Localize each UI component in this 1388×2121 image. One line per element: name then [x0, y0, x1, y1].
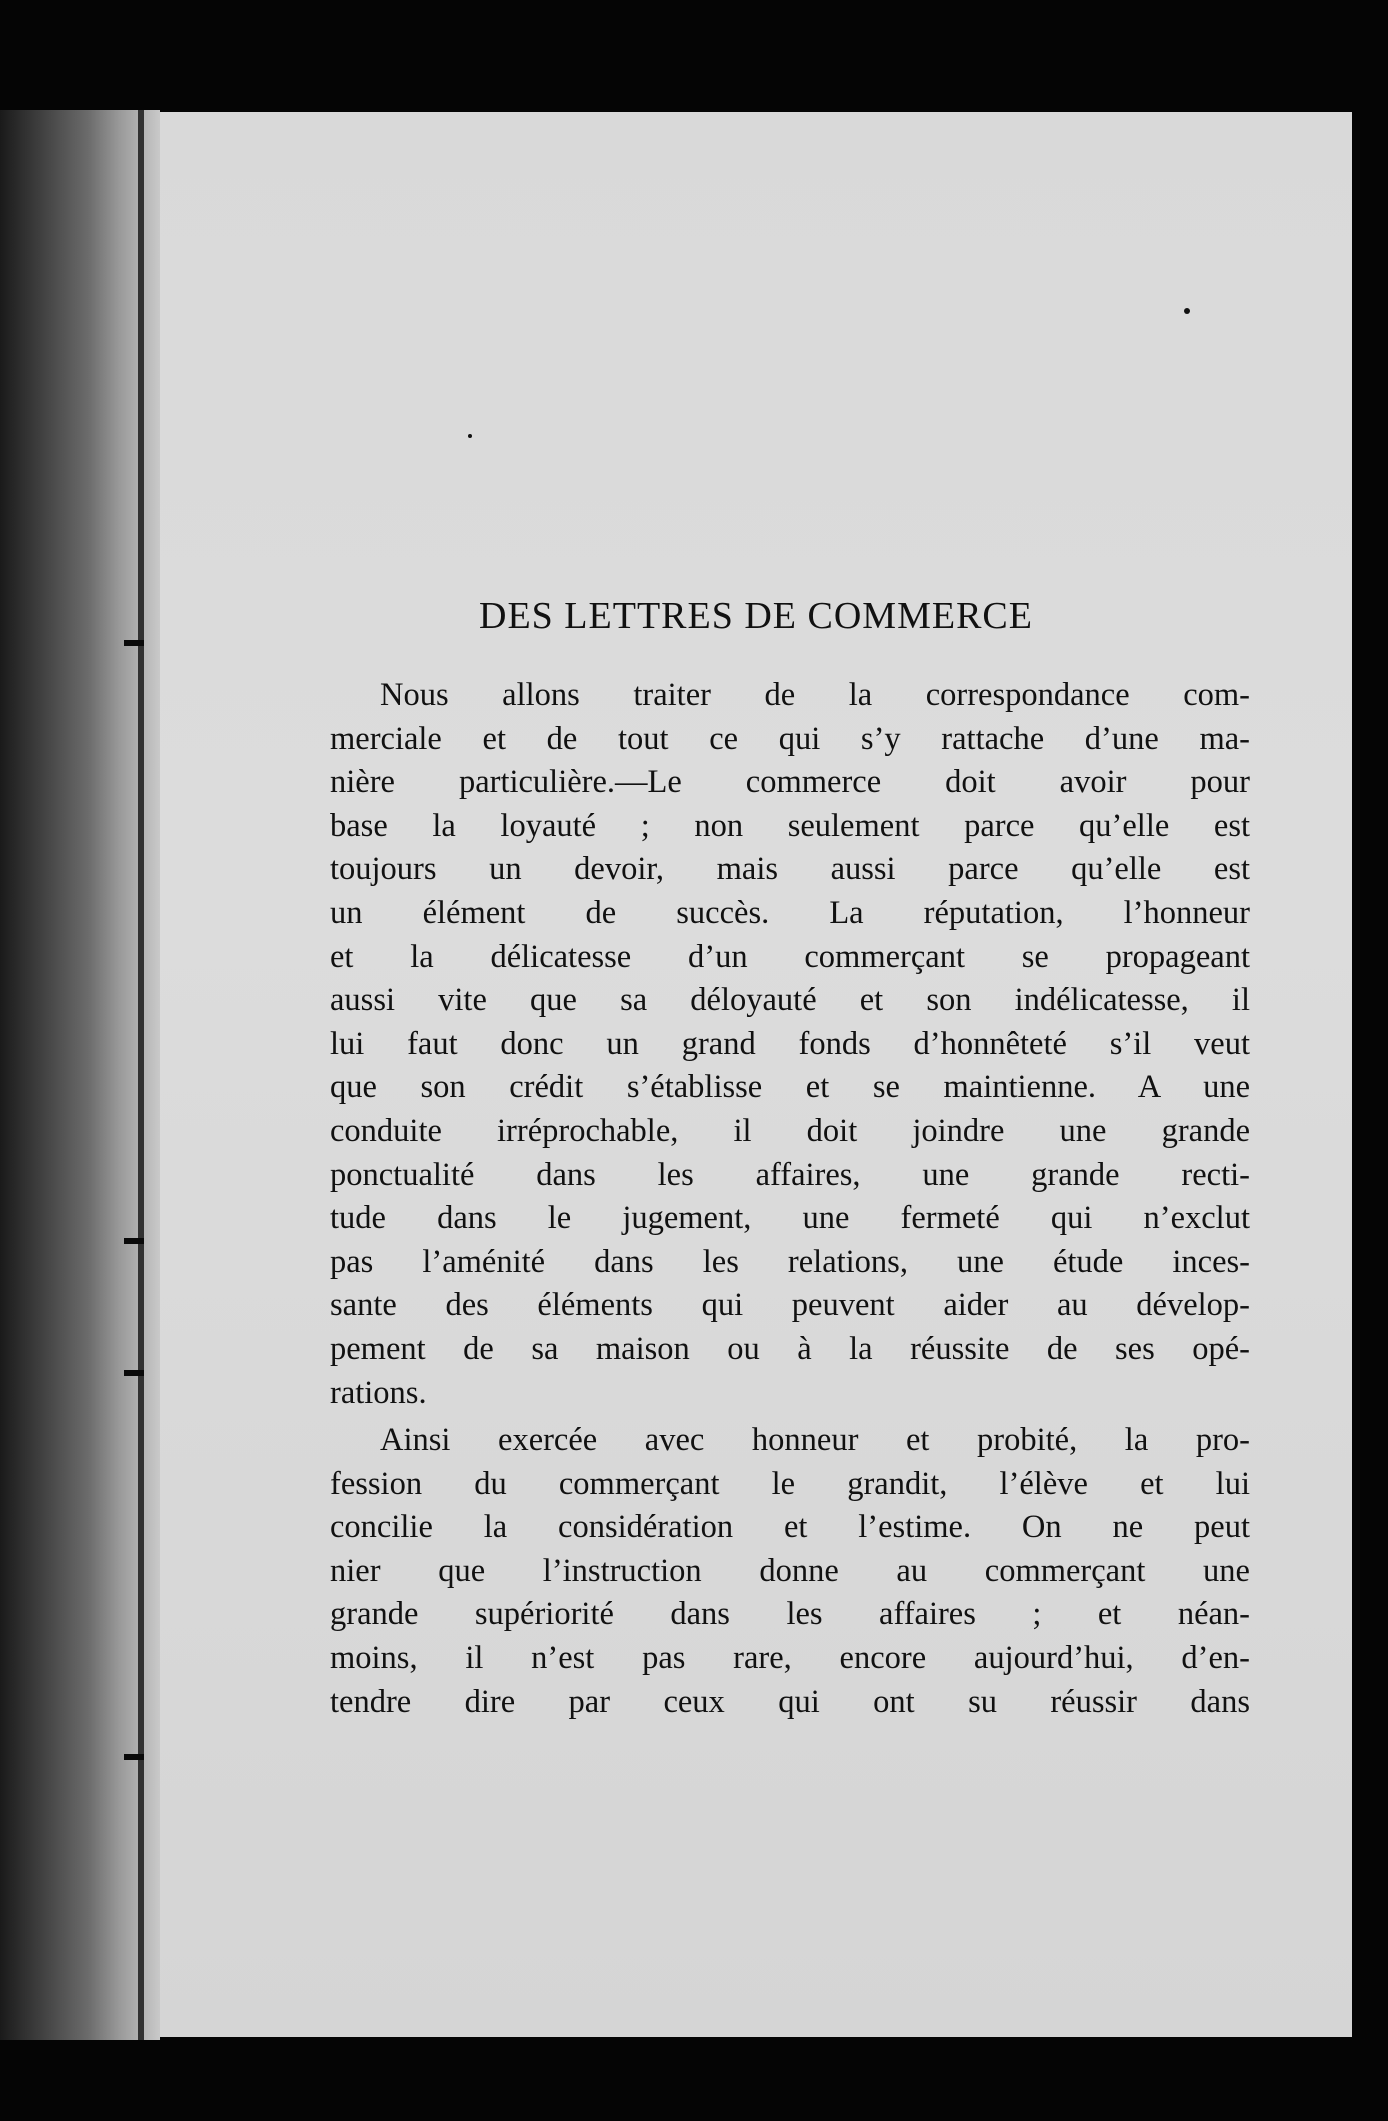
scan-speck	[468, 434, 472, 438]
text-line: un élément de succès. La réputation, l’honneur	[330, 894, 1250, 931]
text-line: que son crédit s’établisse et se maintienne. A une	[330, 1069, 1250, 1106]
text-line: toujours un devoir, mais aussi parce qu’elle est	[330, 851, 1250, 888]
page-title: DES LETTRES DE COMMERCE	[479, 595, 1033, 637]
page-sheet	[160, 112, 1352, 2037]
binding-stitch	[124, 1238, 144, 1244]
text-line: grande supériorité dans les affaires ; et néan-	[330, 1596, 1250, 1633]
facing-page-edge	[0, 110, 160, 2040]
text-line: pas l’aménité dans les relations, une étude inces-	[330, 1243, 1250, 1280]
text-line: merciale et de tout ce qui s’y rattache d’une ma-	[330, 720, 1250, 757]
text-line: et la délicatesse d’un commerçant se propageant	[330, 938, 1250, 975]
text-line: rations.	[330, 1374, 427, 1411]
text-line: nière particulière.—Le commerce doit avoir pour	[330, 764, 1250, 801]
text-line: lui faut donc un grand fonds d’honnêteté s’il veut	[330, 1025, 1250, 1062]
text-line: tude dans le jugement, une fermeté qui n’exclut	[330, 1200, 1250, 1237]
text-line: moins, il n’est pas rare, encore aujourd’hui, d’en-	[330, 1640, 1250, 1677]
binding-stitch	[124, 1370, 144, 1376]
binding-stitch	[124, 1754, 144, 1760]
binding-stitch	[124, 640, 144, 646]
text-line: base la loyauté ; non seulement parce qu’elle est	[330, 807, 1250, 844]
text-line: ponctualité dans les affaires, une grande recti-	[330, 1156, 1250, 1193]
body-text	[330, 674, 1250, 1724]
text-line: nier que l’instruction donne au commerçant une	[330, 1552, 1250, 1589]
scan-speck	[1184, 308, 1190, 314]
text-line: conduite irréprochable, il doit joindre une grande	[330, 1112, 1250, 1149]
text-line: sante des éléments qui peuvent aider au dévelop-	[330, 1287, 1250, 1324]
text-line: Nous allons traiter de la correspondance com-	[380, 677, 1250, 713]
text-line: tendre dire par ceux qui ont su réussir dans	[330, 1683, 1250, 1720]
book-gutter	[138, 110, 144, 2040]
text-line: fession du commerçant le grandit, l’élève et lui	[330, 1465, 1250, 1502]
text-line: concilie la considération et l’estime. On ne peut	[330, 1509, 1250, 1546]
text-line: pement de sa maison ou à la réussite de ses opé-	[330, 1330, 1250, 1367]
text-line: Ainsi exercée avec honneur et probité, la pro-	[380, 1422, 1250, 1459]
text-line: aussi vite que sa déloyauté et son indélicatesse, il	[330, 982, 1250, 1019]
